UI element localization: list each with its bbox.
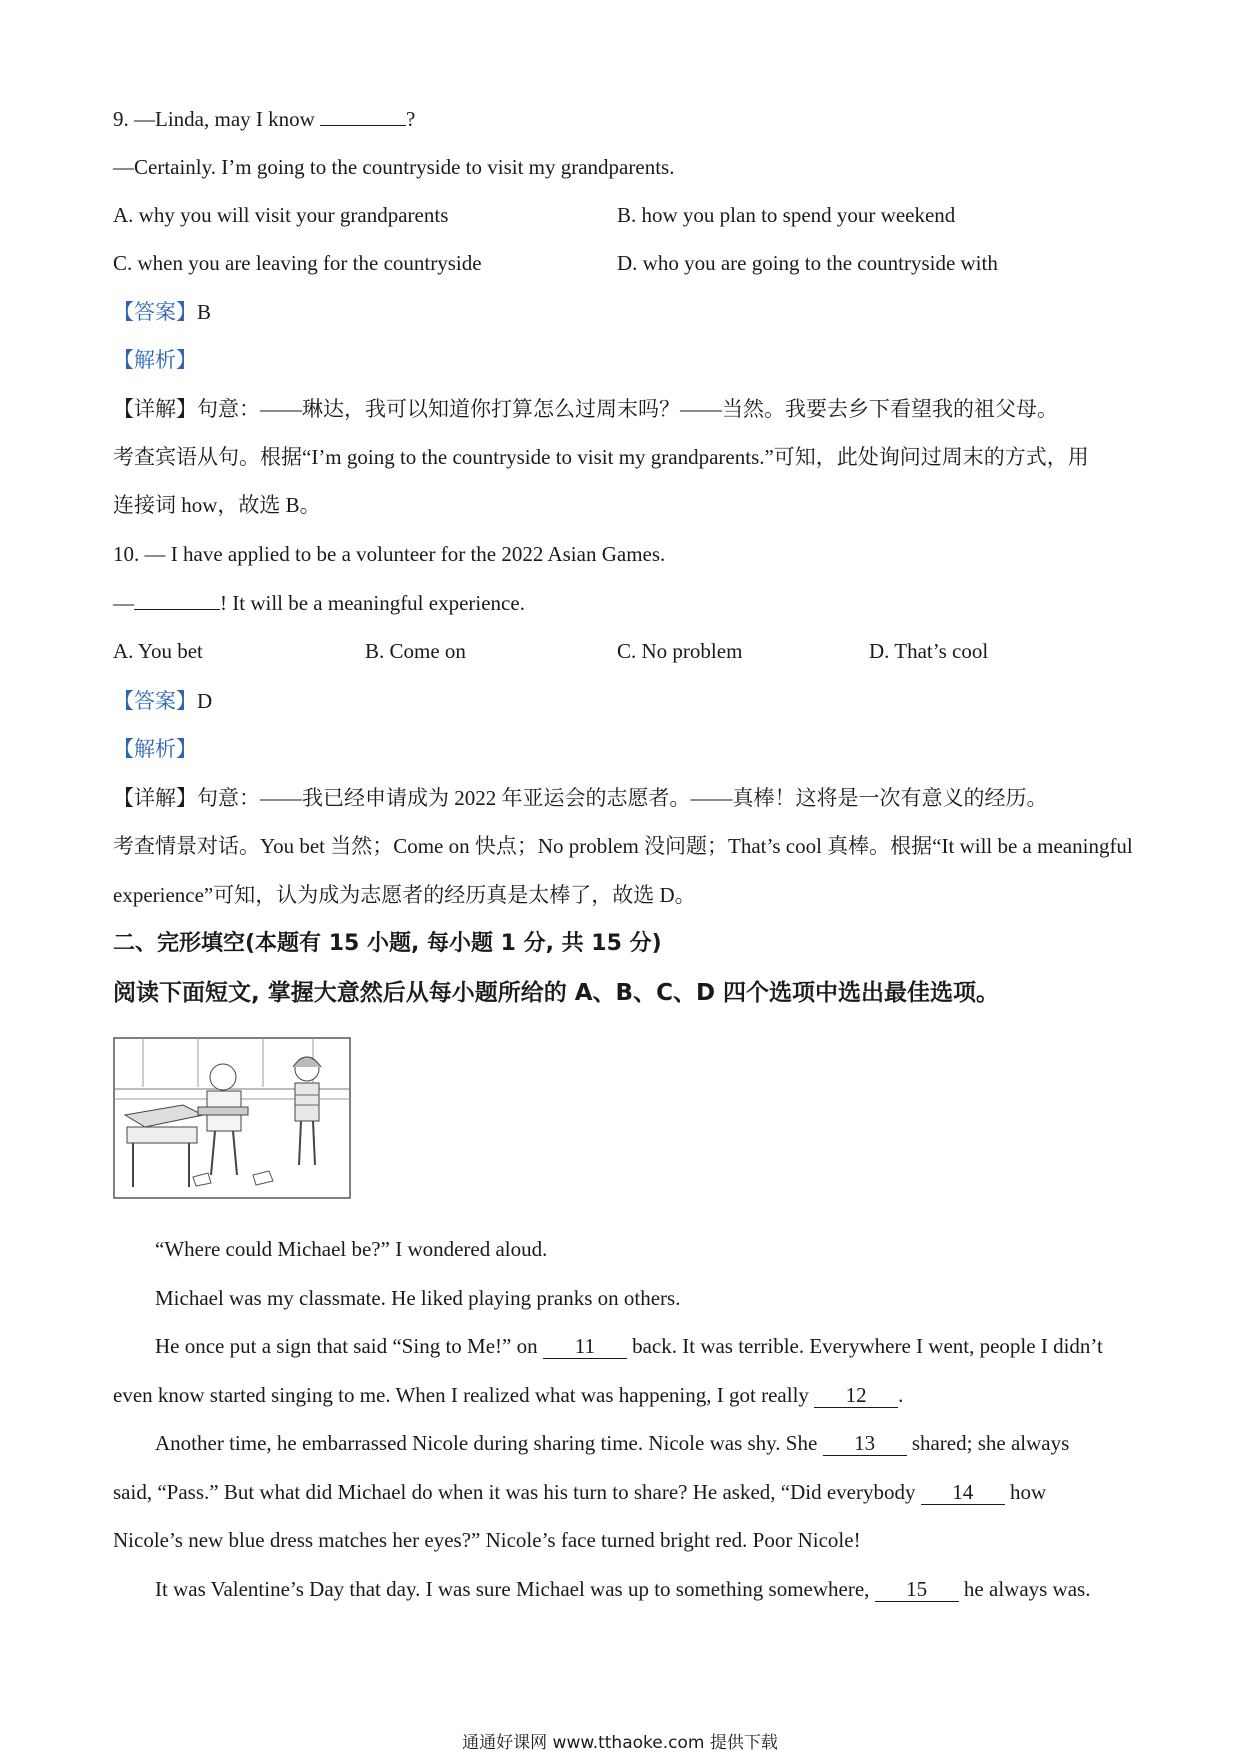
q10-stem: 10. — I have applied to be a volunteer for the 2022 Asian Games. bbox=[113, 542, 666, 566]
q9-stem-text: 9. —Linda, may I know bbox=[113, 107, 321, 131]
passage-p3-line2 bbox=[113, 1380, 903, 1410]
passage-p4-line2 bbox=[113, 1477, 1046, 1507]
q10-detail-1 bbox=[113, 783, 1048, 813]
q10-reply-dash: — bbox=[113, 591, 134, 615]
passage-text: he always was. bbox=[958, 1577, 1091, 1601]
q10-option-a: A. You bet bbox=[113, 639, 203, 663]
q10-detail-2: 考查情景对话。You bet 当然；Come on 快点；No problem 没问题；That’s cool 真棒。根据“It will be a meaningful bbox=[113, 834, 1133, 858]
passage-text: Another time, he embarrassed Nicole during sharing time. Nicole was shy. She bbox=[155, 1431, 823, 1455]
q10-answer-label: 【答案】 bbox=[113, 689, 197, 713]
q10-reply bbox=[113, 588, 525, 618]
q9-detail-2: 考查宾语从句。根据“I’m going to the countryside to visit my grandparents.”可知，此处询问过周末的方式，用 bbox=[113, 445, 1089, 469]
classroom-illustration bbox=[113, 1037, 351, 1199]
section-heading: 二、完形填空(本题有 15 小题, 每小题 1 分, 共 15 分) bbox=[113, 931, 662, 956]
q9-detail-label: 【详解】 bbox=[113, 397, 197, 421]
q9-detail-text-1: 句意：——琳达，我可以知道你打算怎么过周末吗？——当然。我要去乡下看望我的祖父母。 bbox=[197, 397, 1058, 421]
q10-option-c: C. No problem bbox=[617, 639, 743, 663]
q9-analysis-label: 【解析】 bbox=[113, 348, 197, 372]
q9-blank bbox=[320, 125, 406, 126]
q10-option-b: B. Come on bbox=[365, 639, 466, 663]
q9-stem bbox=[113, 104, 415, 134]
blank-12: 12 bbox=[814, 1383, 898, 1408]
q10-detail-text-1: 句意：——我已经申请成为 2022 年亚运会的志愿者。——真棒！这将是一次有意义的经历。 bbox=[197, 786, 1048, 810]
passage-text: . bbox=[898, 1383, 904, 1407]
passage-text: back. It was terrible. Everywhere I went, people I didn’t bbox=[626, 1334, 1103, 1358]
passage-text: It was Valentine’s Day that day. I was sure Michael was up to something somewhere, bbox=[155, 1577, 875, 1601]
passage-p1: “Where could Michael be?” I wondered aloud. bbox=[155, 1237, 548, 1261]
blank-14: 14 bbox=[921, 1480, 1005, 1505]
q10-analysis-label: 【解析】 bbox=[113, 737, 197, 761]
q9-option-b: B. how you plan to spend your weekend bbox=[617, 203, 956, 227]
q9-answer-label: 【答案】 bbox=[113, 300, 197, 324]
q10-detail-label: 【详解】 bbox=[113, 786, 197, 810]
q10-answer-value: D bbox=[197, 689, 213, 713]
page-footer: 通通好课网 www.tthaoke.com 提供下载 bbox=[462, 1733, 778, 1753]
blank-11: 11 bbox=[543, 1334, 627, 1359]
passage-p4-line3: Nicole’s new blue dress matches her eyes?” Nicole’s face turned bright red. Poor Nicole! bbox=[113, 1528, 861, 1552]
q9-answer-value: B bbox=[197, 300, 212, 324]
passage-p5 bbox=[155, 1574, 1090, 1604]
q9-option-a: A. why you will visit your grandparents bbox=[113, 203, 449, 227]
q9-answer bbox=[113, 297, 211, 327]
passage-text: shared; she always bbox=[906, 1431, 1070, 1455]
passage-text: how bbox=[1004, 1480, 1047, 1504]
q10-blank bbox=[134, 609, 220, 610]
q9-option-d: D. who you are going to the countryside with bbox=[617, 251, 998, 275]
blank-15: 15 bbox=[875, 1577, 959, 1602]
passage-p4-line1 bbox=[155, 1428, 1069, 1458]
q9-option-c: C. when you are leaving for the countryside bbox=[113, 251, 482, 275]
passage-text: He once put a sign that said “Sing to Me!” on bbox=[155, 1334, 543, 1358]
q9-reply: —Certainly. I’m going to the countryside to visit my grandparents. bbox=[113, 155, 675, 179]
q10-reply-text: ! It will be a meaningful experience. bbox=[220, 591, 525, 615]
passage-p3-line1 bbox=[155, 1331, 1103, 1361]
passage-text: said, “Pass.” But what did Michael do when it was his turn to share? He asked, “Did everybody bbox=[113, 1480, 921, 1504]
q9-detail-1 bbox=[113, 394, 1058, 424]
section-instruction: 阅读下面短文, 掌握大意然后从每小题所给的 A、B、C、D 四个选项中选出最佳选项。 bbox=[113, 980, 1000, 1006]
q9-stem-end: ? bbox=[406, 107, 416, 131]
q10-option-d: D. That’s cool bbox=[869, 639, 989, 663]
q9-detail-3: 连接词 how，故选 B。 bbox=[113, 493, 321, 517]
passage-p2: Michael was my classmate. He liked playing pranks on others. bbox=[155, 1286, 681, 1310]
passage-text: even know started singing to me. When I realized what was happening, I got really bbox=[113, 1383, 815, 1407]
q10-answer bbox=[113, 686, 212, 716]
blank-13: 13 bbox=[823, 1431, 907, 1456]
q10-detail-3: experience”可知，认为成为志愿者的经历真是太棒了，故选 D。 bbox=[113, 883, 696, 907]
